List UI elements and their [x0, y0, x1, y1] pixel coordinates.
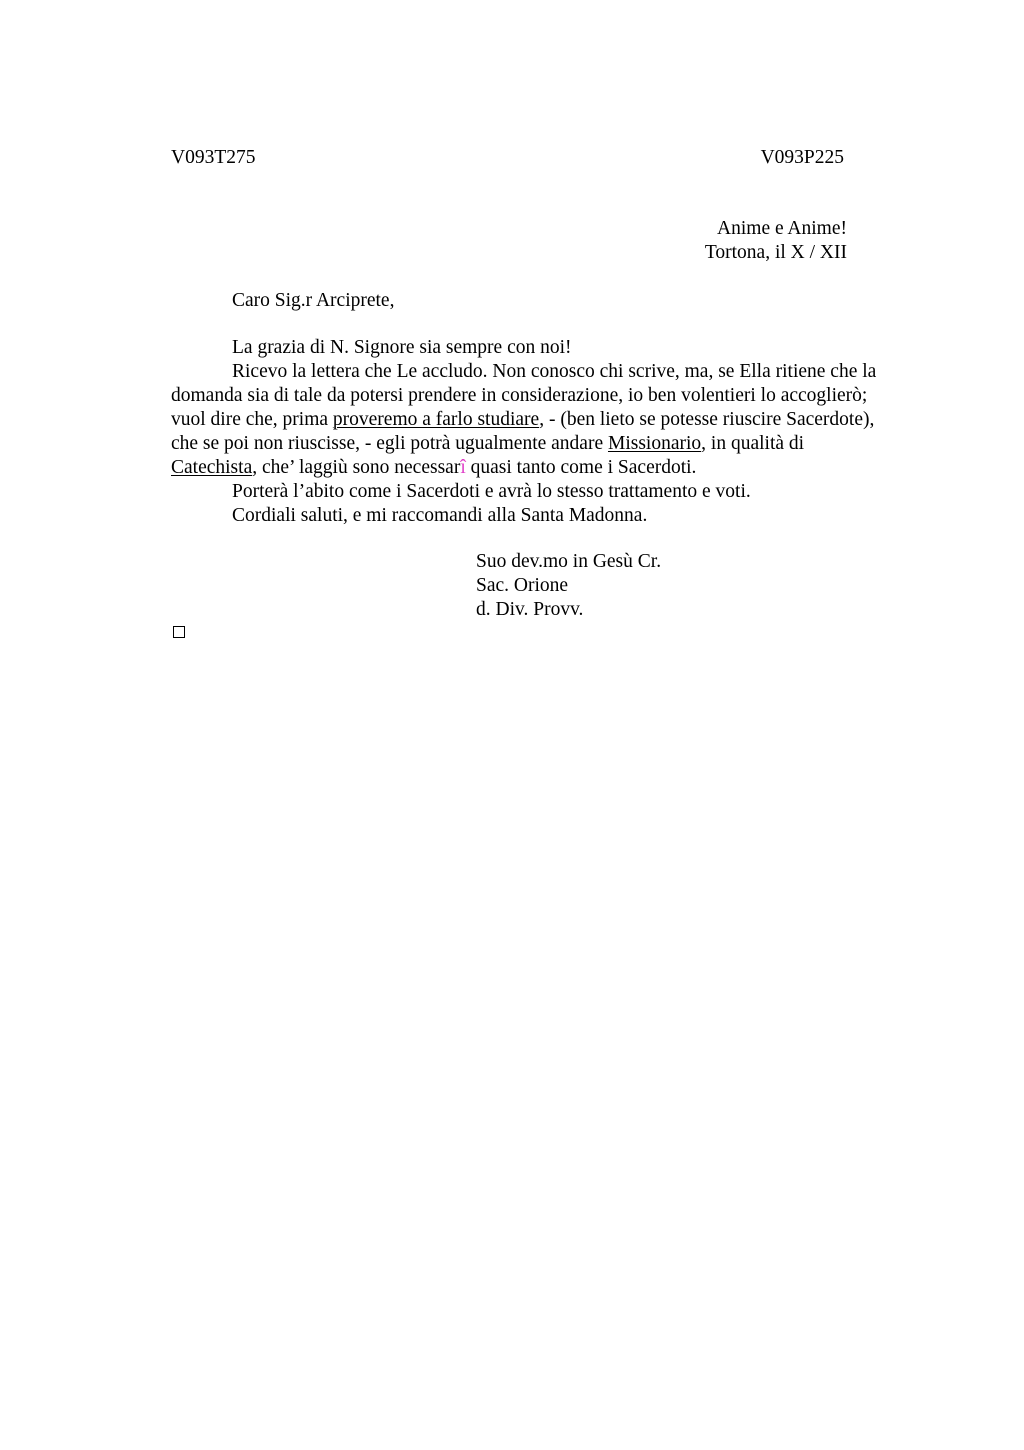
body-line-3-start: vuol dire che, prima — [171, 409, 333, 430]
letter-heading — [705, 217, 847, 265]
body-line-3-end: , - (ben lieto se potesse riuscire Sacerdote), — [539, 409, 875, 430]
body-line-3 — [171, 408, 917, 432]
body-line-5-middle: , che’ laggiù sono necessar — [252, 457, 461, 478]
highlighted-character: î — [460, 457, 466, 478]
place-date: Tortona, il X / XII — [704, 242, 847, 263]
body-paragraph-3: Cordiali saluti, e mi raccomandi alla Santa Madonna. — [232, 505, 648, 526]
signature-block — [476, 550, 661, 622]
document-code-left: V093T275 — [171, 147, 256, 168]
signature-title: d. Div. Provv. — [476, 599, 584, 620]
body-line-4 — [171, 432, 917, 456]
end-marker-box-icon — [173, 626, 185, 638]
body-line-2: domanda sia di tale da potersi prendere in considerazione, io ben volentieri lo accoglierò; — [171, 385, 868, 406]
body-line-4-start: che se poi non riuscisse, - egli potrà ugualmente andare — [171, 433, 608, 454]
letter-body — [171, 336, 917, 528]
body-line-4-end: , in qualità di — [701, 433, 805, 454]
body-line-5-end: quasi tanto come i Sacerdoti. — [465, 457, 697, 478]
signature-closing: Suo dev.mo in Gesù Cr. — [476, 551, 662, 572]
motto: Anime e Anime! — [717, 218, 847, 239]
greeting-line: La grazia di N. Signore sia sempre con noi! — [232, 337, 572, 358]
signature-name: Sac. Orione — [476, 575, 569, 596]
body-line-1: Ricevo la lettera che Le accludo. Non conosco chi scrive, ma, se Ella ritiene che la — [232, 361, 877, 382]
document-code-right: V093P225 — [760, 147, 844, 168]
body-paragraph-2: Porterà l’abito come i Sacerdoti e avrà lo stesso trattamento e voti. — [232, 481, 751, 502]
salutation: Caro Sig.r Arciprete, — [232, 290, 395, 311]
underlined-word-missionario: Missionario — [607, 433, 702, 454]
body-line-5 — [171, 456, 917, 480]
underlined-word-catechista: Catechista — [171, 457, 253, 478]
underlined-phrase-study: proveremo a farlo studiare — [332, 409, 540, 430]
